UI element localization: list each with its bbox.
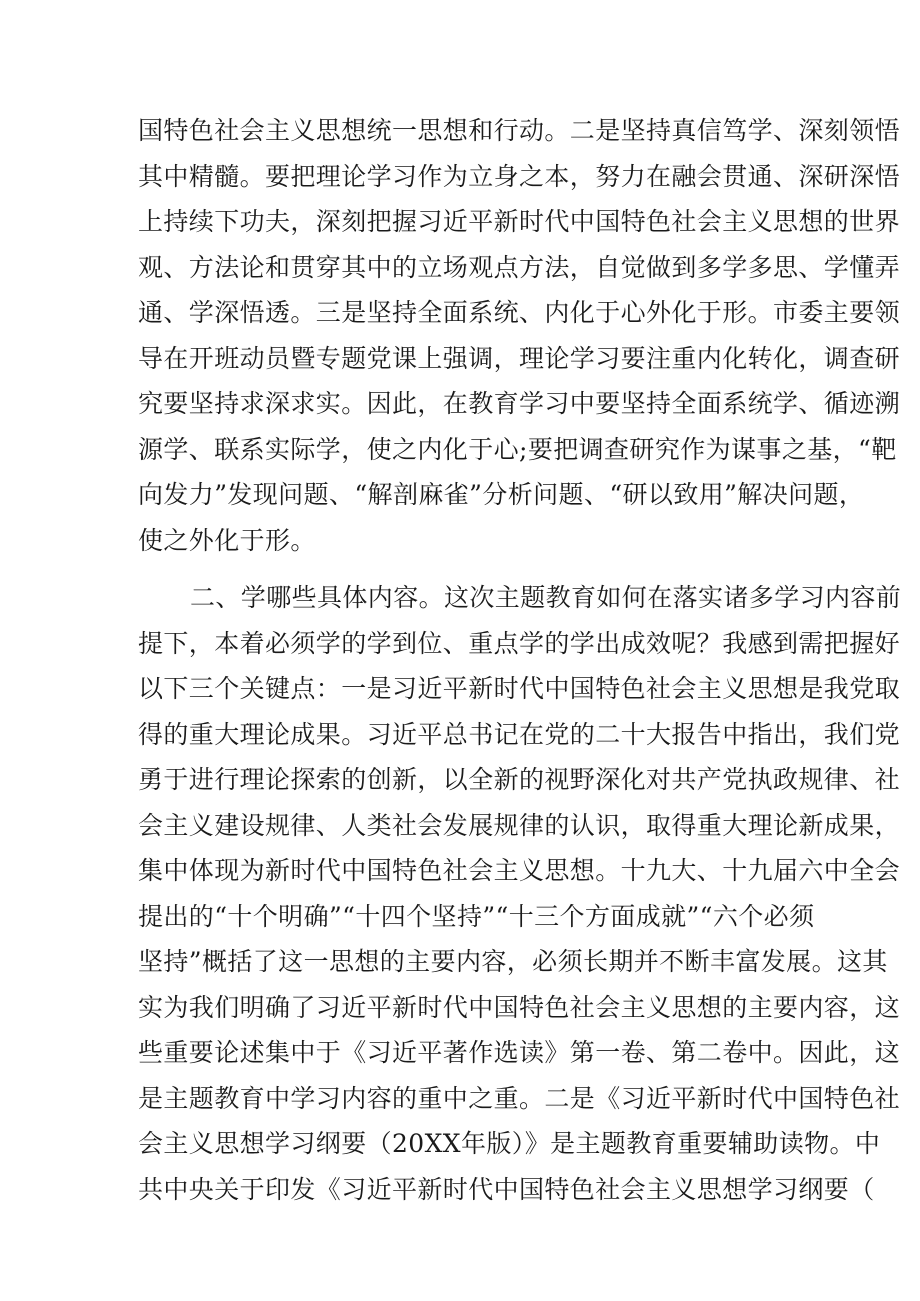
text-line: 共中央关于印发《习近平新时代中国特色社会主义思想学习纲要（ [138,1174,875,1204]
text-line: 上持续下功夫，深刻把握习近平新时代中国特色社会主义思想的世界 [138,207,901,236]
text-line: 得的重大理论成果。习近平总书记在党的二十大报告中指出，我们党 [138,719,901,749]
text-line: 些重要论述集中于《习近平著作选读》第一卷、第二卷中。因此，这 [138,1038,901,1067]
text-line: 提出的“十个明确”“十四个坚持”“十三个方面成就”“六个必须 [138,901,815,931]
text-line: 观、方法论和贯穿其中的立场观点方法，自觉做到多学多思、学懂弄 [138,252,901,282]
text-line: 以下三个关键点：一是习近平新时代中国特色社会主义思想是我党取 [138,674,901,703]
text-line: 实为我们明确了习近平新时代中国特色社会主义思想的主要内容，这 [138,992,901,1022]
text-line: 提下，本着必须学的学到位、重点学的学出成效呢？我感到需把握好 [138,628,901,658]
document-body [138,108,902,1212]
paragraph-spacer [138,563,798,575]
text-line: 源学、联系实际学，使之内化于心;要把调查研究作为谋事之基，“靶 [138,434,897,464]
paragraph-2 [138,575,902,1212]
text-line: 集中体现为新时代中国特色社会主义思想。十九大、十九届六中全会 [138,856,901,885]
text-line: 国特色社会主义思想统一思想和行动。二是坚持真信笃学、深刻领悟 [138,116,901,145]
text-line: 二、学哪些具体内容。这次主题教育如何在落实诸多学习内容前 [190,583,902,612]
text-line: 使之外化于形。 [138,525,316,555]
text-line: 是主题教育中学习内容的重中之重。二是《习近平新时代中国特色社 [138,1083,901,1113]
text-line: 导在开班动员暨专题党课上强调，理论学习要注重内化转化，调查研 [138,343,901,373]
text-line: 会主义建设规律、人类社会发展规律的认识，取得重大理论新成果， [138,810,901,840]
text-line: 其中精髓。要把理论学习作为立身之本，努力在融会贯通、深研深悟 [138,161,901,191]
text-line: 通、学深悟透。三是坚持全面系统、内化于心外化于形。市委主要领 [138,298,901,327]
text-line: 向发力”发现问题、“解剖麻雀”分析问题、“研以致用”解决问题， [138,480,865,509]
text-line: 坚持”概括了这一思想的主要内容，必须长期并不断丰富发展。这其 [138,947,888,976]
text-line: 究要坚持求深求实。因此，在教育学习中要坚持全面系统学、循迹溯 [138,389,901,418]
text-line: 会主义思想学习纲要（20XX年版）》是主题教育重要辅助读物。中 [138,1129,881,1158]
text-line: 勇于进行理论探索的创新，以全新的视野深化对共产党执政规律、社 [138,765,901,794]
paragraph-1 [138,108,901,563]
